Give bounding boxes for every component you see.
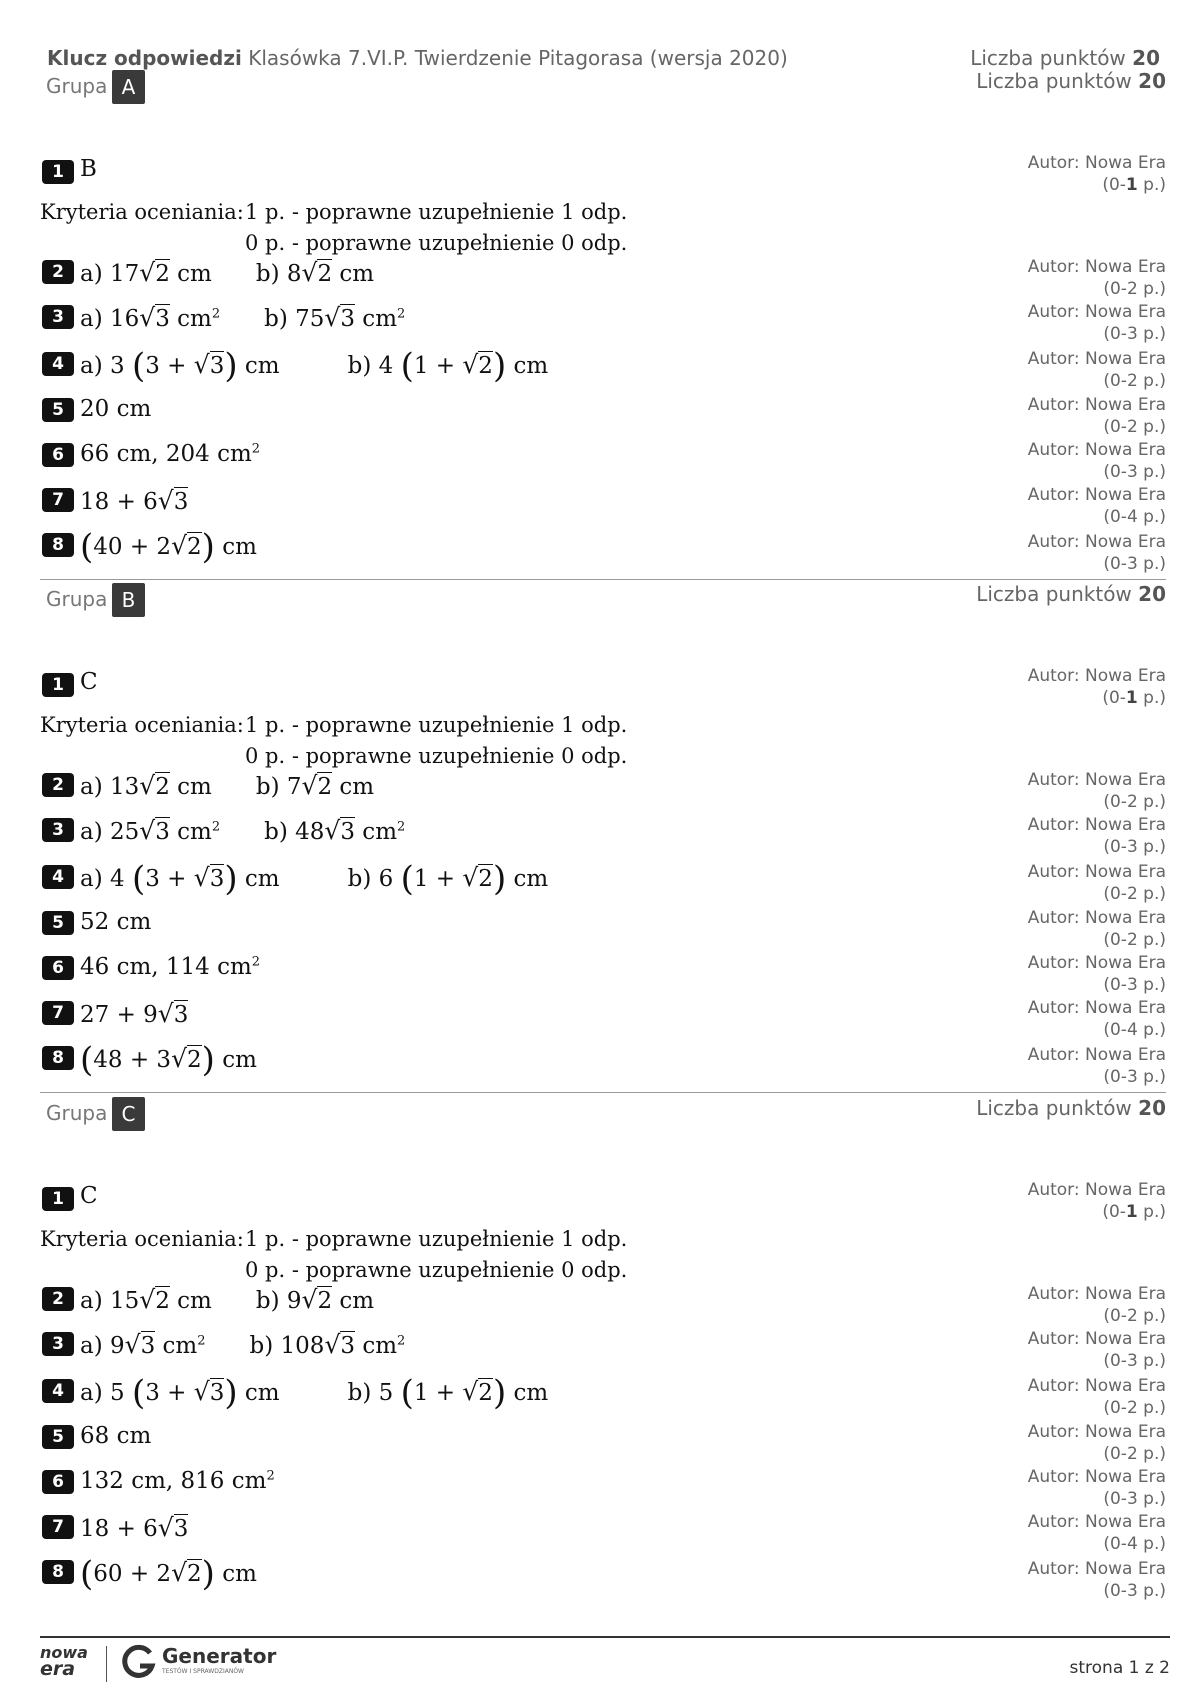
task-number-badge: 6 [42, 956, 74, 980]
task-number-badge: 1 [42, 673, 74, 697]
task-answer: 18 + 6√3 [80, 486, 189, 515]
task-number-badge: 2 [42, 260, 74, 284]
task-meta: Autor: Nowa Era (0-4 p.) [1027, 998, 1166, 1040]
task-number-badge: 2 [42, 773, 74, 797]
task-meta: Autor: Nowa Era (0-1 p.) [1027, 1180, 1166, 1222]
task-number-badge: 8 [42, 533, 74, 557]
task-number-badge: 4 [42, 1379, 74, 1403]
task-answer: 68 cm [80, 1423, 152, 1449]
task-number-badge: 7 [42, 1515, 74, 1539]
task-number-badge: 4 [42, 865, 74, 889]
task-answer: C [80, 1183, 98, 1209]
task-number-badge: 7 [42, 488, 74, 512]
generator-g-icon [122, 1644, 156, 1680]
task-meta: Autor: Nowa Era (0-2 p.) [1027, 257, 1166, 299]
task-number-badge: 8 [42, 1560, 74, 1584]
task-answer: 52 cm [80, 909, 152, 935]
nowa-era-logo: nowa era [40, 1643, 88, 1680]
task-meta: Autor: Nowa Era (0-3 p.) [1027, 1467, 1166, 1509]
task-meta: Autor: Nowa Era (0-1 p.) [1027, 153, 1166, 195]
task-number-badge: 5 [42, 398, 74, 422]
task-number-badge: 4 [42, 352, 74, 376]
task-answer: B [80, 156, 97, 182]
answer-key-page: Klucz odpowiedzi Klasówka 7.VI.P. Twierdzenie Pitagorasa (wersja 2020) Liczba punktów 20 Grupa A Liczba punktów 20 1 B Autor: Nowa Era (0-1 p.) Kryteria oceniania: 1 p. - poprawne uzupełnienie 1 odp. 0 p. - poprawne uzupełnienie 0 odp. 2 a) 17√2 cm b) 8√2 cm Autor: Nowa Era (0-2 p.) 3 a) 16√3 $cm^2$ b) 75√3 $cm^2$ Autor: Nowa Era (0-3 p.) 4 a) 3 (3 + √3) cm b) 4 (1 + √2) cm Autor: Nowa Era (0-2 p.) 5 20 cm Autor: Nowa Era (0-2 p.) 6 66 cm, 204 $cm^2$ Autor: Nowa Era (0-3 p.) 7 18 + 6√3 Autor: Nowa Era (0-4 p.) 8 (40 + 2√2) cm Autor: Nowa Era (0-3 p.) Grupa B Liczba punktów 20 1 C Autor: Nowa Era (0-1 p.) Kryteria oceniania: 1 p. - poprawne uzupełnienie 1 odp. 0 p. - poprawne uzupełnienie 0 odp. 2 a) 13√2 cm b) 7√2 cm Autor: Nowa Era (0-2 p.) 3 a) 25√3 $cm^2$ b) 48√3 $cm^2$ Autor: Nowa Era (0-3 p.) 4 a) 4 (3 + √3) cm b) 6 (1 + √2) cm Autor: Nowa Era (0-2 p.) 5 52 cm Autor: Nowa Era (0-2 p.) 6 46 cm, 114 $cm^2$ Autor: Nowa Era (0-3 p.) 7 27 + 9√3 Autor: Nowa Era (0-4 p.) 8 (48 + 3√2) cm Autor: Nowa Era (0-3 p.) Grupa C Liczba punktów 20 1 C Autor: Nowa Era (0-1 p.) Kryteria oceniania: 1 p. - poprawne uzupełnienie 1 odp. 0 p. - poprawne uzupełnienie 0 odp. 2 a) 15√2 cm b) 9√2 cm Autor: Nowa Era (0-2 p.) 3 a) 9√3 $cm^2$ b) 108√3 $cm^2$ Autor: Nowa Era (0-3 p.) 4 a) 5 (3 + √3) cm b) 5 (1 + √2) cm Autor: Nowa Era (0-2 p.) 5 68 cm Autor: Nowa Era (0-2 p.) 6 132 cm, 816 $cm^2$ Autor: Nowa Era (0-3 p.) 7 18 + 6√3 Autor: Nowa Era (0-4 p.) 8 (60 + 2√2) cm Autor: Nowa Era (0-3 p.) nowa era Generator TESTÓW I SPRAWDZIANÓW strona 1 z 2 [0, 0, 1200, 1698]
task-meta: Autor: Nowa Era (0-2 p.) [1027, 1376, 1166, 1418]
task-meta: Autor: Nowa Era (0-3 p.) [1027, 440, 1166, 482]
task-answer: 66 cm, 204 $cm^2$ [80, 441, 261, 467]
task-number-badge: 3 [42, 818, 74, 842]
group-divider [40, 579, 1166, 580]
task-meta: Autor: Nowa Era (0-2 p.) [1027, 908, 1166, 950]
task-meta: Autor: Nowa Era (0-2 p.) [1027, 1422, 1166, 1464]
task-answer: a) 5 (3 + √3) cm b) 5 (1 + √2) cm [80, 1373, 549, 1413]
task-meta: Autor: Nowa Era (0-3 p.) [1027, 532, 1166, 574]
task-meta: Autor: Nowa Era (0-2 p.) [1027, 1284, 1166, 1326]
task-answer: a) 13√2 cm b) 7√2 cm [80, 771, 375, 800]
task-meta: Autor: Nowa Era (0-4 p.) [1027, 485, 1166, 527]
group-divider [40, 1092, 1166, 1093]
logo-separator [106, 1646, 107, 1682]
task-answer: (60 + 2√2) cm [80, 1554, 257, 1594]
task-meta: Autor: Nowa Era (0-3 p.) [1027, 1559, 1166, 1601]
group-points: Liczba punktów 20 [976, 582, 1166, 606]
footer-divider [40, 1636, 1170, 1638]
task-meta: Autor: Nowa Era (0-2 p.) [1027, 770, 1166, 812]
task-answer: 18 + 6√3 [80, 1513, 189, 1542]
task-meta: Autor: Nowa Era (0-2 p.) [1027, 349, 1166, 391]
page-footer: nowa era Generator TESTÓW I SPRAWDZIANÓW strona 1 z 2 [40, 1636, 1170, 1686]
task-answer: (40 + 2√2) cm [80, 527, 257, 567]
task-meta: Autor: Nowa Era (0-2 p.) [1027, 862, 1166, 904]
task-answer: a) 4 (3 + √3) cm b) 6 (1 + √2) cm [80, 859, 549, 899]
task-answer: a) 16√3 $cm^2$ b) 75√3 $cm^2$ [80, 303, 406, 332]
task-number-badge: 8 [42, 1046, 74, 1070]
task-meta: Autor: Nowa Era (0-3 p.) [1027, 953, 1166, 995]
group-label: Grupa [46, 74, 108, 98]
task-meta: Autor: Nowa Era (0-2 p.) [1027, 395, 1166, 437]
task-number-badge: 1 [42, 1187, 74, 1211]
task-answer: (48 + 3√2) cm [80, 1040, 257, 1080]
task-number-badge: 1 [42, 160, 74, 184]
task-number-badge: 3 [42, 305, 74, 329]
task-answer: a) 17√2 cm b) 8√2 cm [80, 258, 375, 287]
task-number-badge: 6 [42, 1470, 74, 1494]
task-number-badge: 2 [42, 1287, 74, 1311]
task-meta: Autor: Nowa Era (0-4 p.) [1027, 1512, 1166, 1554]
group-letter-badge: A [112, 70, 145, 104]
page-number: strona 1 z 2 [1069, 1658, 1170, 1678]
task-number-badge: 5 [42, 1425, 74, 1449]
task-meta: Autor: Nowa Era (0-3 p.) [1027, 1045, 1166, 1087]
group-header [40, 70, 1166, 110]
group-label: Grupa [46, 1101, 108, 1125]
document-title: Klucz odpowiedzi Klasówka 7.VI.P. Twierdzenie Pitagorasa (wersja 2020) [47, 46, 788, 70]
group-points: Liczba punktów 20 [976, 1096, 1166, 1120]
task-number-badge: 5 [42, 911, 74, 935]
task-meta: Autor: Nowa Era (0-3 p.) [1027, 815, 1166, 857]
group-letter-badge: B [112, 583, 145, 617]
group-label: Grupa [46, 587, 108, 611]
task-answer: C [80, 669, 98, 695]
group-points: Liczba punktów 20 [976, 69, 1166, 93]
task-answer: 132 cm, 816 $cm^2$ [80, 1468, 275, 1494]
task-answer: 27 + 9√3 [80, 999, 189, 1028]
task-answer: a) 9√3 $cm^2$ b) 108√3 $cm^2$ [80, 1330, 406, 1359]
group-header [40, 583, 1166, 623]
task-answer: 20 cm [80, 396, 152, 422]
group-letter-badge: C [112, 1097, 145, 1131]
task-answer: 46 cm, 114 $cm^2$ [80, 954, 261, 980]
task-meta: Autor: Nowa Era (0-3 p.) [1027, 302, 1166, 344]
task-meta: Autor: Nowa Era (0-1 p.) [1027, 666, 1166, 708]
task-number-badge: 7 [42, 1001, 74, 1025]
task-meta: Autor: Nowa Era (0-3 p.) [1027, 1329, 1166, 1371]
task-number-badge: 3 [42, 1332, 74, 1356]
total-points: Liczba punktów 20 [970, 46, 1160, 70]
task-answer: a) 25√3 $cm^2$ b) 48√3 $cm^2$ [80, 816, 406, 845]
task-number-badge: 6 [42, 443, 74, 467]
task-answer: a) 3 (3 + √3) cm b) 4 (1 + √2) cm [80, 346, 549, 386]
task-answer: a) 15√2 cm b) 9√2 cm [80, 1285, 375, 1314]
group-header [40, 1097, 1166, 1137]
